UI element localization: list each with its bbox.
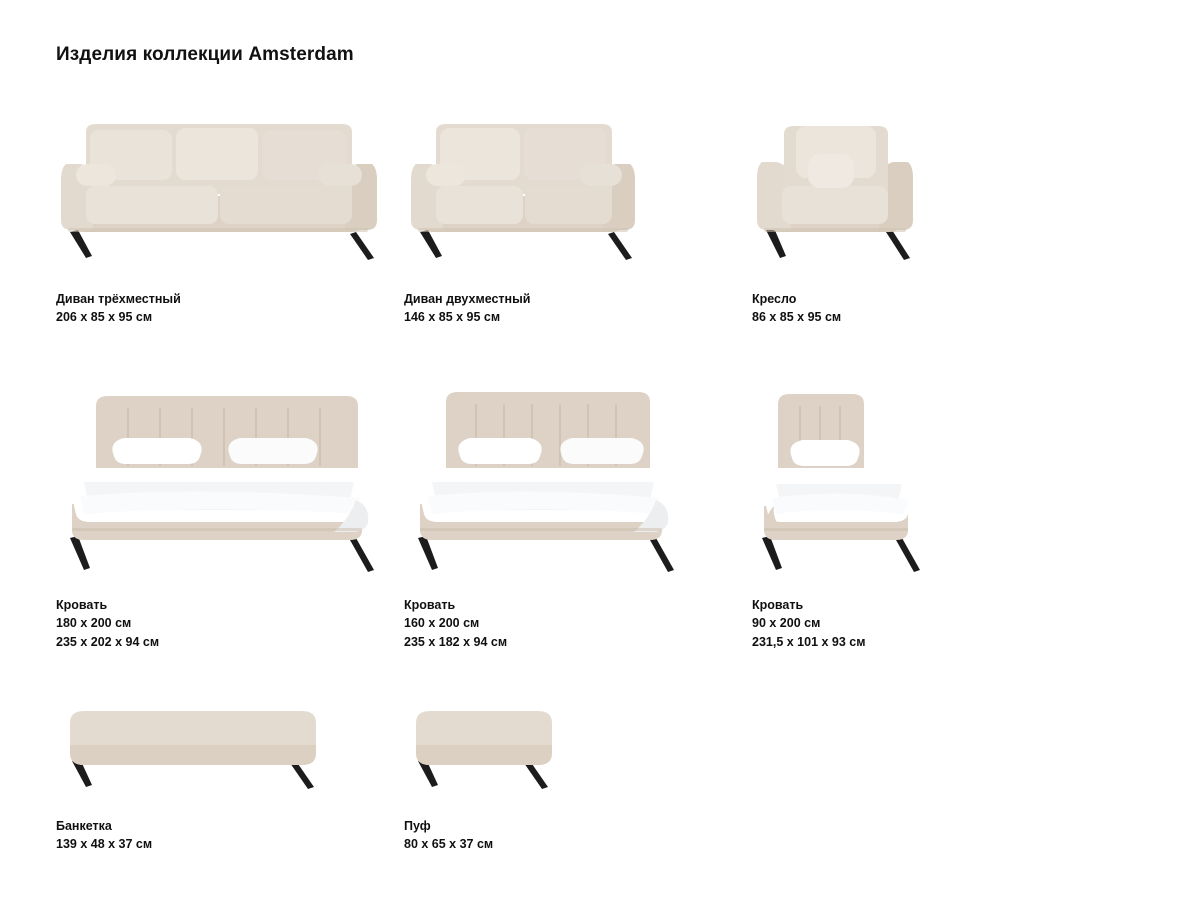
product-caption-pouf: [404, 817, 752, 853]
product-dimensions-overall: 235 x 182 x 94 см: [404, 634, 508, 649]
product-image-sofa-3seat: [56, 112, 404, 282]
product-dimensions-overall: 235 x 202 x 94 см: [56, 634, 160, 649]
product-row-ottomans: [56, 699, 1144, 853]
product-caption-bench: [56, 817, 404, 853]
product-dimensions: 90 x 200 см: [752, 616, 821, 631]
product-name: Диван трёхместный: [56, 292, 181, 306]
pouf-illustration: [404, 699, 574, 809]
product-card-pouf[interactable]: [404, 699, 752, 853]
product-dimensions-overall: 231,5 x 101 x 93 см: [752, 634, 866, 649]
product-card-sofa-3seat[interactable]: [56, 112, 404, 326]
product-caption-bed-160: [404, 596, 752, 650]
product-card-armchair[interactable]: [752, 112, 1100, 326]
product-card-sofa-2seat[interactable]: [404, 112, 752, 326]
product-dimensions: 180 x 200 см: [56, 616, 132, 631]
product-image-bed-160: [404, 378, 752, 588]
product-image-bench: [56, 699, 404, 809]
product-dimensions: 86 x 85 x 95 см: [752, 310, 842, 325]
product-caption-bed-180: [56, 596, 404, 650]
product-name: Банкетка: [56, 818, 112, 833]
product-row-sofas: [56, 112, 1144, 326]
product-caption-sofa-2seat: [404, 290, 752, 326]
product-name: Пуф: [404, 818, 431, 833]
bed-single-illustration: [752, 378, 952, 588]
product-name: Кресло: [752, 292, 797, 306]
product-dimensions: 80 x 65 x 37 см: [404, 836, 494, 851]
product-row-beds: [56, 378, 1144, 650]
product-dimensions: 206 x 85 x 95 см: [56, 310, 153, 325]
bed-queen-illustration: [404, 378, 704, 588]
product-dimensions: 160 x 200 см: [404, 616, 480, 631]
product-image-sofa-2seat: [404, 112, 752, 282]
bench-illustration: [56, 699, 346, 809]
product-dimensions: 139 x 48 x 37 см: [56, 836, 153, 851]
product-card-empty: [752, 699, 1100, 853]
sofa-three-seat-illustration: [56, 112, 396, 282]
product-image-pouf: [404, 699, 752, 809]
armchair-illustration: [752, 112, 932, 282]
product-image-armchair: [752, 112, 1100, 282]
product-dimensions: 146 x 85 x 95 см: [404, 310, 501, 325]
product-name: Кровать: [56, 598, 108, 613]
product-card-bed-160[interactable]: [404, 378, 752, 650]
product-image-bed-90: [752, 378, 1100, 588]
product-image-bed-180: [56, 378, 404, 588]
product-caption-sofa-3seat: [56, 290, 404, 326]
product-card-bed-90[interactable]: [752, 378, 1100, 650]
product-name: Диван двухместный: [404, 292, 531, 306]
product-caption-armchair: [752, 290, 1100, 326]
bed-king-illustration: [56, 378, 396, 588]
page-title: Изделия коллекции Amsterdam: [56, 44, 354, 65]
product-name: Кровать: [404, 598, 456, 613]
product-card-bed-180[interactable]: [56, 378, 404, 650]
product-card-bench[interactable]: [56, 699, 404, 853]
sofa-two-seat-illustration: [404, 112, 654, 282]
product-name: Кровать: [752, 598, 804, 613]
product-caption-bed-90: [752, 596, 1100, 650]
